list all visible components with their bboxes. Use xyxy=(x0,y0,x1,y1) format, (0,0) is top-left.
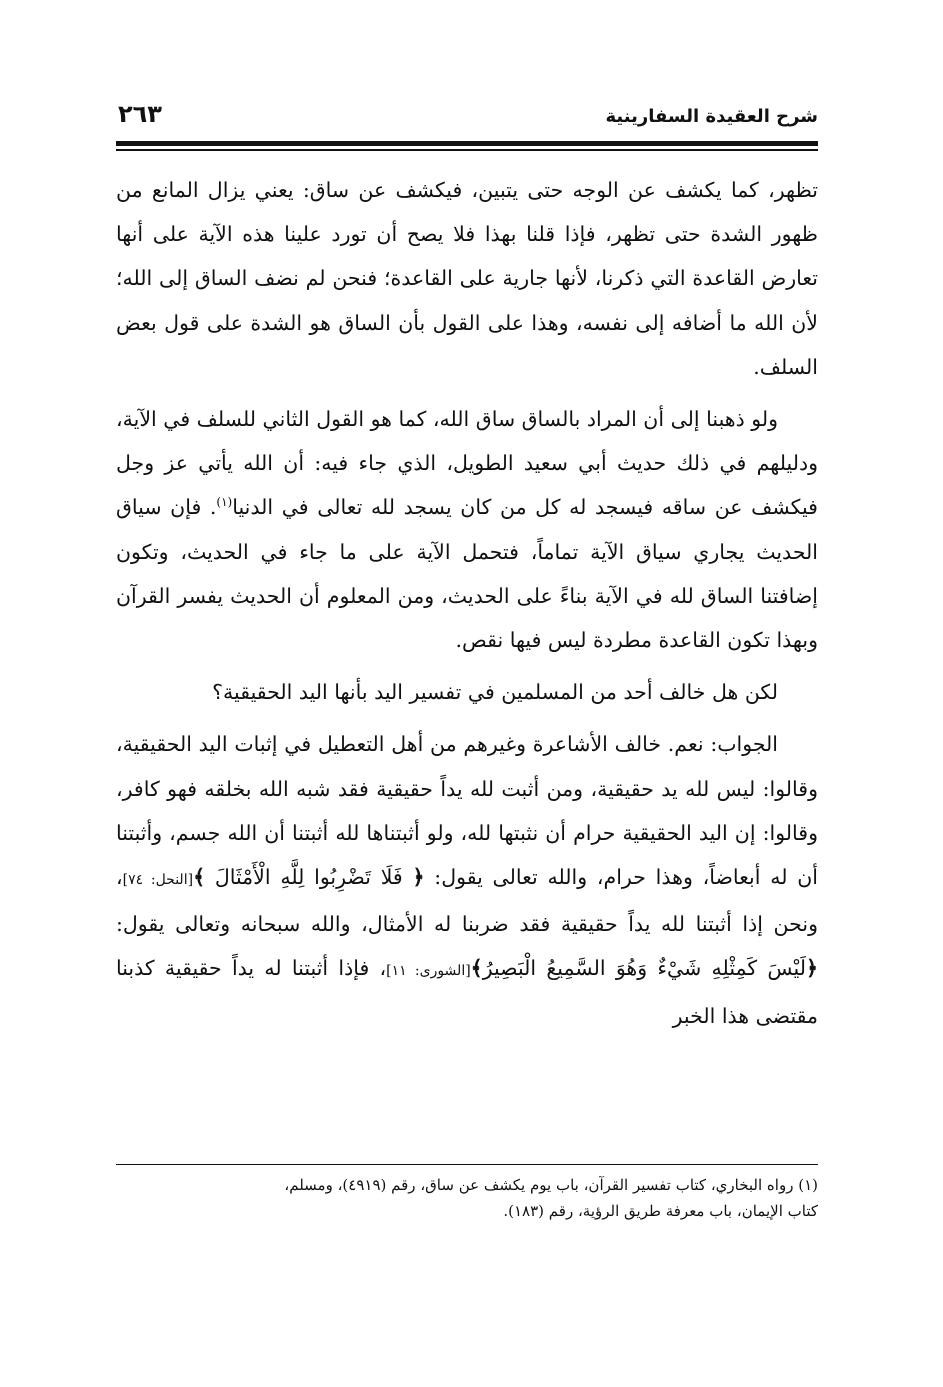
footnotes xyxy=(116,1172,818,1224)
paragraph-1 xyxy=(116,168,818,389)
footnote-separator xyxy=(116,1164,818,1165)
quran-verse-1: فَلَا تَضْرِبُوا لِلَّهِ الْأَمْثَالَ xyxy=(214,865,403,890)
quran-open-bracket: ﴿ xyxy=(805,956,818,981)
footnote-1-line-1: (١) رواه البخاري، كتاب تفسير القرآن، باب يوم يكشف عن ساق، رقم (٤٩١٩)، ومسلم، xyxy=(284,1176,818,1194)
quran-reference-1: [النحل: ٧٤] xyxy=(122,872,194,889)
header-rule-thin xyxy=(116,149,818,151)
running-title: شرح العقيدة السفارينية xyxy=(605,106,818,127)
page-number: ٢٦٣ xyxy=(118,100,162,128)
paragraph-3-text: لكن هل خالف أحد من المسلمين في تفسير اليد بأنها اليد الحقيقية؟ xyxy=(212,680,778,705)
paragraph-1-text: تظهر، كما يكشف عن الوجه حتى يتبين، فيكشف عن ساق: يعني يزال المانع من ظهور الشدة حتى تظهر، فإذا قلنا بهذا فلا يصح أن تورد علينا هذه الآية على أنها تعارض القاعدة التي ذكرنا، لأنها جارية على القاعدة؛ فنحن لم نضف الساق إلى الله؛ لأن الله ما أضافه إلى نفسه، وهذا على القول بأن الساق هو الشدة على قول بعض السلف. xyxy=(116,178,818,379)
quran-reference-2: [الشورى: ١١] xyxy=(386,963,471,980)
quran-open-bracket: ﴿ xyxy=(412,865,425,890)
paragraph-2-text-a: ولو ذهبنا إلى أن المراد بالساق ساق الله، كما هو القول الثاني للسلف في الآية، ودليلهم في ذلك حديث أبي سعيد الطويل، الذي جاء فيه: أن الله يأتي عز وجل فيكشف عن ساقه فيسجد له كل من كان يسجد لله تعالى في الدنيا xyxy=(116,407,818,520)
paragraph-2 xyxy=(116,397,818,662)
page-header xyxy=(118,98,818,138)
main-text xyxy=(116,168,818,1038)
quran-close-bracket: ﴾ xyxy=(470,956,483,981)
paragraph-2-text-b: . فإن سياق الحديث يجاري سياق الآية تماماً، فتحمل الآية على ما جاء في الحديث، وتكون إضافتنا الساق لله في الآية بناءً على الحديث، ومن المعلوم أن الحديث يفسر القرآن وبهذا تكون القاعدة مطردة ليس فيها نقص. xyxy=(116,495,818,653)
quran-verse-2: لَيْسَ كَمِثْلِهِ شَيْءٌ وَهُوَ السَّمِيعُ الْبَصِيرُ xyxy=(482,956,806,981)
footnote-1-line-2: كتاب الإيمان، باب معرفة طريق الرؤية، رقم (١٨٣). xyxy=(503,1202,818,1220)
header-rule-thick xyxy=(116,141,818,146)
footnote-marker[interactable]: (١) xyxy=(216,495,233,510)
paragraph-4-text-b: ، ونحن إذا أثبتنا لله يداً حقيقية فقد ضربنا له الأمثال، والله سبحانه وتعالى يقول: xyxy=(116,865,818,937)
paragraph-4 xyxy=(116,722,818,1037)
paragraph-3 xyxy=(116,670,818,714)
paragraph-4-text-a: الجواب: نعم. خالف الأشاعرة وغيرهم من أهل التعطيل في إثبات اليد الحقيقية، وقالوا: ليس لله يد حقيقية، ومن أثبت لله يداً حقيقية فقد شبه الله بخلقه فهو كافر، وقالوا: إن اليد الحقيقية حرام أن نثبتها لله، ولو أثبتناها لله أثبتنا أن الله جسم، وأثبتنا أن له أبعاضاً، وهذا حرام، والله تعالى يقول: xyxy=(116,732,818,890)
paragraph-4-text-c: ، فإذا أثبتنا له يداً حقيقية كذبنا مقتضى هذا الخبر xyxy=(116,956,818,1028)
quran-close-bracket: ﴾ xyxy=(193,865,206,890)
